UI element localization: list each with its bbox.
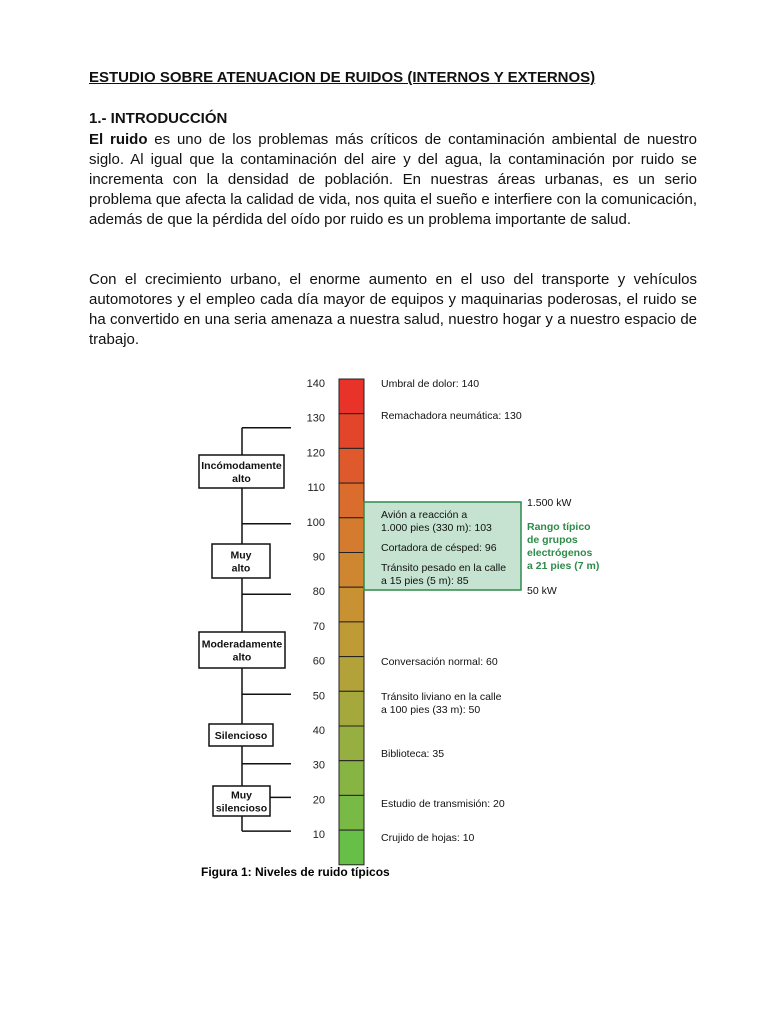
scale-segment	[339, 830, 364, 865]
noise-example-label-line: Crujido de hojas: 10	[381, 832, 475, 844]
figure-caption: Figura 1: Niveles de ruido típicos	[201, 865, 390, 879]
noise-example-label-line: Tránsito liviano en la calle	[381, 691, 502, 703]
noise-example-label-line: a 15 pies (5 m): 85	[381, 575, 469, 587]
noise-example-label	[381, 410, 522, 422]
noise-scale-bar	[339, 379, 364, 865]
scale-segment	[339, 795, 364, 830]
section-heading: 1.- INTRODUCCIÓN	[89, 110, 228, 127]
noise-example-label-line: a 100 pies (33 m): 50	[381, 704, 481, 716]
scale-segment	[339, 379, 364, 414]
scale-tick-label: 50	[312, 690, 325, 703]
category-label-line: alto	[232, 473, 251, 485]
noise-example-label	[381, 378, 479, 390]
scale-ticks	[307, 378, 325, 841]
document-title: ESTUDIO SOBRE ATENUACION DE RUIDOS (INTERNOS Y EXTERNOS)	[89, 69, 596, 86]
noise-example-label	[381, 656, 498, 668]
noise-example-label-line: Conversación normal: 60	[381, 656, 498, 668]
category-label	[231, 550, 252, 575]
scale-tick-label: 100	[306, 516, 325, 529]
category-bracket	[199, 428, 291, 831]
category-label-line: alto	[232, 651, 252, 664]
noise-example-label-line: Tránsito pesado en la calle	[381, 562, 507, 574]
noise-example-label-line: Avión a reacción a	[381, 509, 468, 521]
noise-example-label	[381, 542, 497, 554]
scale-tick-label: 20	[312, 794, 325, 807]
scale-tick-label: 110	[307, 482, 325, 495]
range-description-line: de grupos	[527, 534, 578, 546]
scale-segment	[339, 691, 364, 726]
noise-example-label-line: Estudio de transmisión: 20	[381, 798, 505, 810]
scale-segment	[339, 518, 364, 553]
paragraph-1-text: es uno de los problemas más críticos de contaminación ambiental de nuestro siglo. Al igual que la contaminación del aire y del agua, la contaminación por ruido se incrementa con la densidad de población. En nuestras áreas urbanas, es un serio problema que afecta la calidad de vida, nos quita el sueño e interfiere con la comunicación, además de que la pérdida del oído por ruido es un problema importante de salud.	[89, 131, 697, 228]
category-label-line: Moderadamente	[201, 638, 283, 651]
scale-segment	[339, 483, 364, 518]
range-description-line: electrógenos	[527, 547, 593, 559]
category-label-line: alto	[231, 562, 251, 575]
scale-tick-label: 120	[306, 447, 325, 460]
scale-segment	[339, 761, 364, 796]
category-label-line: Muy	[230, 549, 252, 562]
scale-segment	[339, 657, 364, 692]
noise-example-label	[381, 832, 475, 844]
paragraph-1	[89, 130, 697, 230]
noise-example-label	[381, 691, 502, 716]
range-description-line: Rango típico	[527, 521, 591, 533]
paragraph-1-lead: El ruido	[89, 131, 148, 148]
scale-tick-label: 10	[312, 829, 325, 842]
noise-example-label-line: Cortadora de césped: 96	[381, 542, 497, 554]
scale-tick-label: 80	[312, 586, 325, 599]
range-top-label: 1.500 kW	[527, 497, 572, 509]
scale-segment	[339, 414, 364, 449]
noise-example-label-line: Umbral de dolor: 140	[381, 378, 480, 390]
scale-tick-label: 60	[312, 655, 325, 668]
scale-segment	[339, 622, 364, 657]
category-label-line: Muy	[231, 789, 252, 802]
noise-examples	[381, 378, 522, 844]
scale-tick-label: 30	[312, 759, 325, 772]
noise-example-label-line: 1.000 pies (330 m): 103	[381, 522, 492, 534]
scale-tick-label: 40	[312, 725, 325, 737]
category-label	[215, 730, 268, 742]
range-description	[527, 521, 599, 572]
scale-segment	[339, 587, 364, 622]
scale-segment	[339, 553, 364, 588]
scale-tick-label: 130	[306, 412, 325, 425]
paragraph-2: Con el crecimiento urbano, el enorme aumento en el uso del transporte y vehículos automotores y el empleo cada día mayor de equipos y maquinarias poderosas, el ruido se ha convertido en una seria amenaza a nuestra salud, nuestro hogar y a nuestro espacio de trabajo.	[89, 271, 697, 348]
category-label-line: silencioso	[215, 802, 268, 815]
noise-example-label	[381, 798, 505, 810]
category-label-line: Incómodamente	[201, 460, 282, 472]
range-bottom-label: 50 kW	[527, 585, 557, 597]
noise-levels-figure	[0, 360, 768, 900]
scale-segment	[339, 726, 364, 761]
noise-example-label-line: Remachadora neumática: 130	[381, 410, 522, 422]
scale-tick-label: 90	[312, 551, 325, 564]
scale-tick-label: 70	[312, 620, 325, 633]
scale-tick-label: 140	[306, 378, 325, 390]
noise-example-label-line: Biblioteca: 35	[381, 748, 445, 760]
range-description-line: a 21 pies (7 m)	[527, 560, 600, 572]
scale-segment	[339, 448, 364, 483]
category-label-line: Silencioso	[214, 730, 268, 742]
noise-example-label	[381, 748, 444, 760]
